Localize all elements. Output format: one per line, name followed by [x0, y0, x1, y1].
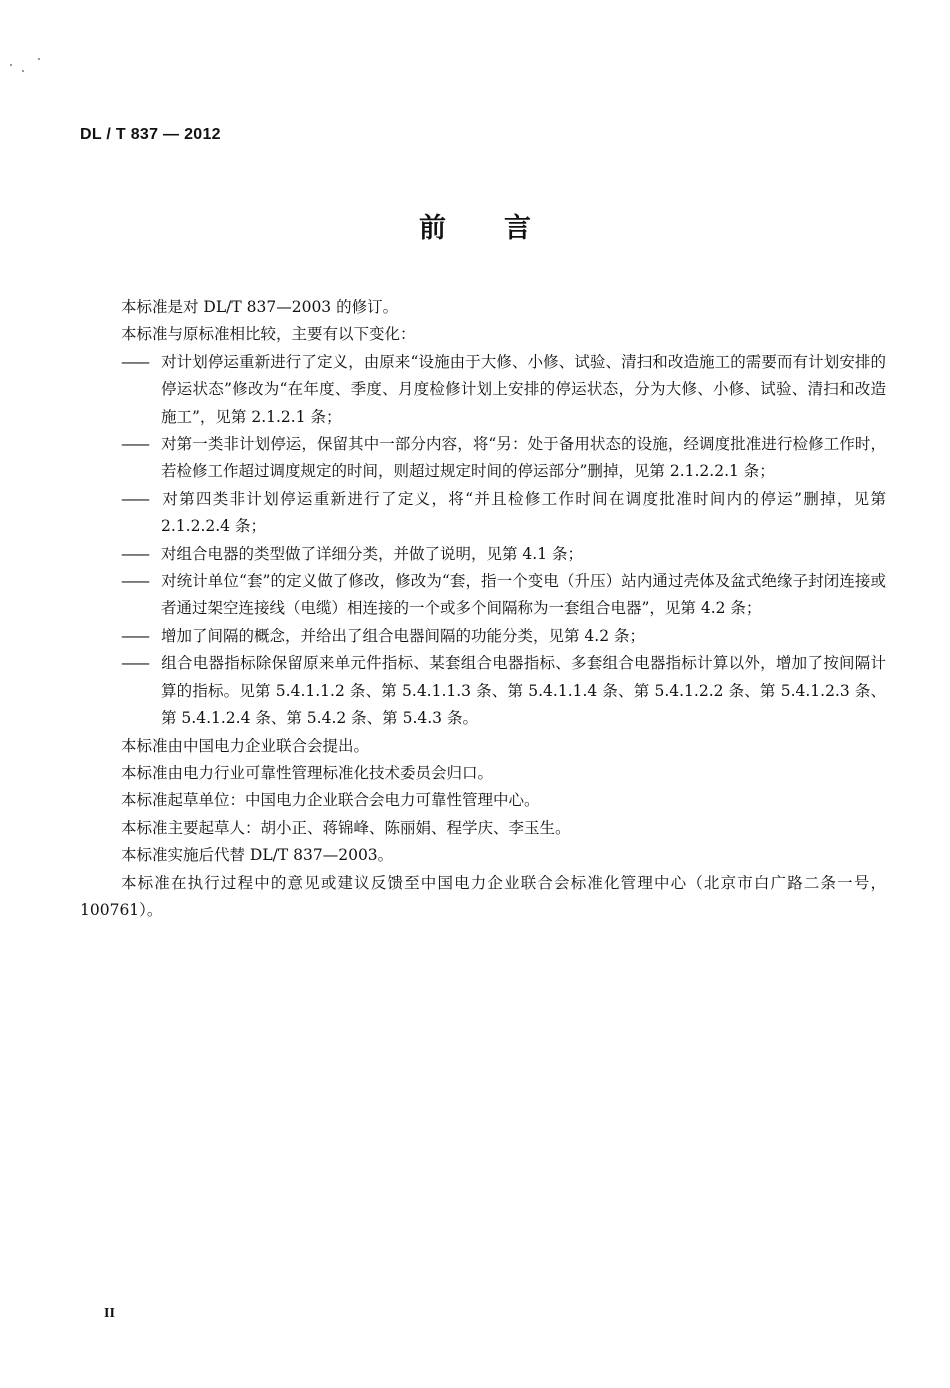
change-text: 对第四类非计划停运重新进行了定义，将“并且检修工作时间在调度批准时间内的停运”删掉，见第 2.1.2.2.4 条；	[161, 489, 886, 536]
change-item	[80, 431, 886, 486]
change-text: 对统计单位“套”的定义做了修改，修改为“套，指一个变电（升压）站内通过壳体及盆式绝缘子封闭连接或者通过架空连接线（电缆）相连接的一个或多个间隔称为一套组合电器”，见第 4.2 条；	[161, 572, 886, 618]
item-dash: ——	[121, 626, 148, 645]
change-item	[80, 650, 886, 732]
scan-speck	[38, 58, 40, 60]
paragraph: 本标准是对 DL/T 837—2003 的修订。	[121, 298, 399, 316]
page-title	[0, 206, 950, 245]
page-number: II	[104, 1306, 115, 1321]
paragraph: 本标准由中国电力企业联合会提出。	[121, 736, 370, 755]
paragraph: 本标准实施后代替 DL/T 837—2003。	[121, 846, 394, 865]
item-dash: ——	[121, 489, 148, 508]
item-dash: ——	[121, 544, 148, 563]
scan-speck	[10, 64, 12, 66]
feedback-paragraph: 本标准在执行过程中的意见或建议反馈至中国电力企业联合会标准化管理中心（北京市白广路二条一号，100761）。	[80, 873, 886, 919]
change-item	[80, 541, 886, 568]
paragraph: 本标准起草单位：中国电力企业联合会电力可靠性管理中心。	[121, 791, 540, 810]
change-item	[80, 568, 886, 623]
item-dash: ——	[121, 352, 148, 371]
change-text: 对组合电器的类型做了详细分类，并做了说明，见第 4.1 条；	[161, 544, 584, 563]
title-char-1: 前	[419, 213, 446, 244]
change-text: 对第一类非计划停运，保留其中一部分内容，将“另：处于备用状态的设施，经调度批准进行检修工作时，若检修工作超过调度规定的时间，则超过规定时间的停运部分”删掉，见第 2.1.2.2.1 条；	[161, 435, 886, 481]
item-dash: ——	[121, 654, 148, 673]
item-dash: ——	[121, 435, 148, 454]
change-text: 组合电器指标除保留原来单元件指标、某套组合电器指标、多套组合电器指标计算以外，增加了按间隔计算的指标。见第 5.4.1.1.2 条、第 5.4.1.1.3 条、第 5.4.1.1.4 条、第 5.4.1.2.2 条、第 5.4.1.2.3 条、第 5.4.1.2.4 条、第 5.4.2 条、第 5.4.3 条。	[161, 654, 886, 728]
paragraph: 本标准由电力行业可靠性管理标准化技术委员会归口。	[121, 763, 494, 782]
paragraph: 本标准与原标准相比较，主要有以下变化：	[121, 325, 416, 344]
paragraph: 本标准主要起草人：胡小正、蒋锦峰、陈丽娟、程学庆、李玉生。	[121, 818, 571, 837]
change-item	[80, 349, 886, 431]
foreword-body	[80, 294, 886, 924]
change-text: 对计划停运重新进行了定义，由原来“设施由于大修、小修、试验、清扫和改造施工的需要而有计划安排的停运状态”修改为“在年度、季度、月度检修计划上安排的停运状态，分为大修、小修、试验、清扫和改造施工”，见第 2.1.2.1 条；	[161, 352, 886, 426]
scan-speck	[22, 70, 24, 72]
change-item	[80, 486, 886, 541]
change-text: 增加了间隔的概念，并给出了组合电器间隔的功能分类，见第 4.2 条；	[161, 626, 646, 645]
change-item	[80, 623, 886, 650]
item-dash: ——	[121, 572, 148, 591]
standard-code: DL / T 837 — 2012	[80, 126, 221, 143]
title-char-2: 言	[504, 213, 531, 244]
